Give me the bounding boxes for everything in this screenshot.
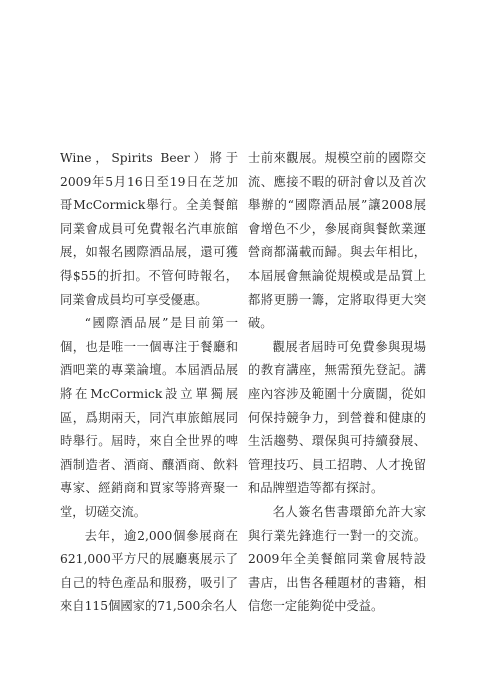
paragraph-3-continued: 士前來觀展。規模空前的國際交流、應接不暇的研討會以及首次舉辦的“國際酒品展”讓2008展會增色不少，參展商與餐飲業運營商都滿載而歸。與去年相比，本屆展會無論從規模或是品質上都將更勝一籌，定將取得更大突破。 bbox=[248, 151, 426, 331]
left-column bbox=[60, 147, 238, 619]
paragraph-1: Wine，Spirits Beer）將于2009年5月16日至19日在芝加哥McCormick舉行。全美餐館同業會成員可免費報名汽車旅館展，如報名國際酒品展，還可獲得$55的折扣。不管何時報名，同業會成員均可享受優惠。 bbox=[60, 151, 238, 307]
right-column bbox=[248, 147, 426, 619]
paragraph-4: 觀展者屆時可免費參與現場的教育講座，無需預先登記。講座內容涉及範圍十分廣闊，從如何保持競争力，到營養和健康的生活趨勢、環保與可持續發展、管理技巧、員工招聘、人才挽留和品牌塑造等都有探討。 bbox=[248, 339, 426, 496]
paragraph-5: 名人簽名售書環節允許大家與行業先鋒進行一對一的交流。2009年全美餐館同業會展特設書店，出售各種題材的書籍，相信您一定能夠從中受益。 bbox=[248, 504, 426, 614]
paragraph-3: 去年，逾2,000個參展商在621,000平方尺的展廳裏展示了自己的特色產品和服務，吸引了來自115個國家的71,500余名人 bbox=[60, 528, 238, 614]
paragraph-2: “國際酒品展”是目前第一個，也是唯一一個專注于餐廳和酒吧業的專業論壇。本屆酒品展將在McCormick設立單獨展區，爲期兩天，同汽車旅館展同時舉行。屆時，來自全世界的啤酒制造者、酒商、釀酒商、飲料專家、經銷商和買家等將齊聚一堂，切磋交流。 bbox=[60, 316, 238, 519]
